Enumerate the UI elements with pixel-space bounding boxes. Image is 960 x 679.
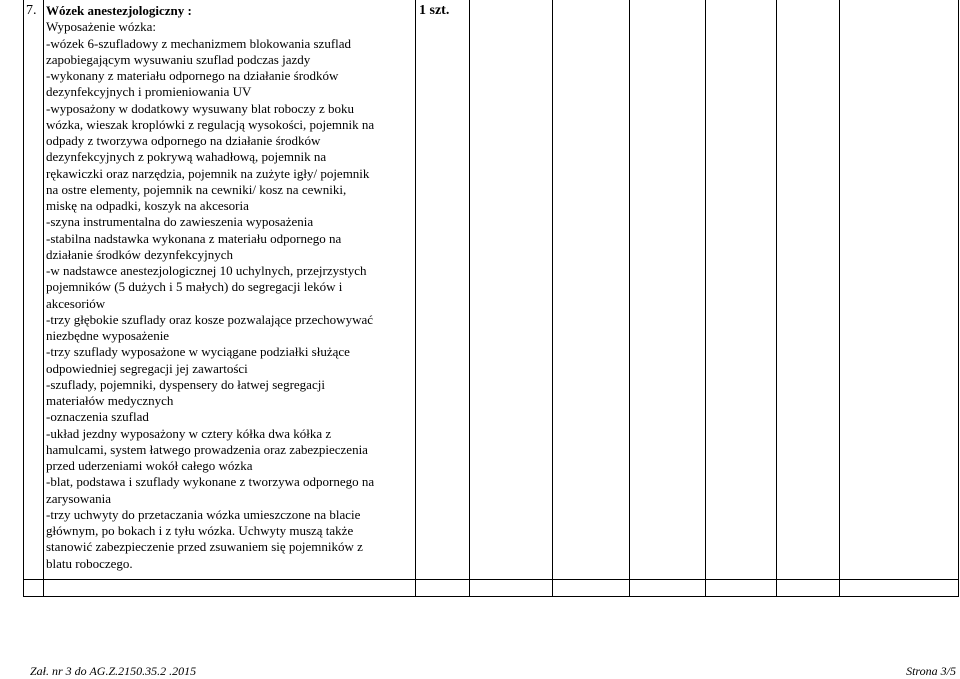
description-line: -trzy szuflady wyposażone w wyciągane podziałki służące xyxy=(46,344,350,360)
description-line: stanowić zabezpieczenie przed zsuwaniem się pojemników z xyxy=(46,539,363,555)
item-title: Wózek anestezjologiczny : xyxy=(46,3,192,18)
table-border-col8 xyxy=(839,0,840,597)
description-line: głównym, po bokach i z tyłu wózka. Uchwyty muszą także xyxy=(46,523,354,538)
description-line: -oznaczenia szuflad xyxy=(46,409,149,425)
description-line: działanie środków dezynfekcyjnych xyxy=(46,246,233,262)
description-line: hamulcami, system łatwego prowadzenia oraz zabezpieczenia xyxy=(46,441,368,457)
description-line: odpowiedniej segregacji jej zawartości xyxy=(46,360,248,376)
description-line: -szuflady, pojemniki, dyspensery do łatwej segregacji xyxy=(46,376,325,392)
table-border-col5 xyxy=(629,0,630,597)
description-line: niezbędne wyposażenie xyxy=(46,328,170,343)
table-border-desc xyxy=(415,0,416,597)
item-description xyxy=(46,3,414,572)
description-line: -wózek 6-szufladowy z mechanizmem blokowania szuflad xyxy=(46,35,352,51)
description-line: Wyposażenie wózka: xyxy=(46,19,157,35)
description-line: -trzy głębokie szuflady oraz kosze pozwalające przechowywać xyxy=(46,311,373,327)
table-border-col7 xyxy=(776,0,777,597)
description-line: -blat, podstawa i szuflady wykonane z tworzywa odpornego na xyxy=(46,474,375,490)
table-border-lp xyxy=(43,0,44,597)
description-line: pojemników (5 dużych i 5 małych) do segregacji leków i xyxy=(46,279,343,295)
table-border-qty xyxy=(469,0,470,597)
description-line: -układ jezdny wyposażony w cztery kółka dwa kółka z xyxy=(46,425,332,441)
description-line: -wykonany z materiału odpornego na działanie środków xyxy=(46,68,339,83)
description-line: -trzy uchwyty do przetaczania wózka umieszczone na blacie xyxy=(46,506,361,522)
description-line: wózka, wieszak kroplówki z regulacją wysokości, pojemnik na xyxy=(46,116,375,132)
description-line: miskę na odpadki, koszyk na akcesoria xyxy=(46,198,249,213)
table-border-col6 xyxy=(705,0,706,597)
table-border-right xyxy=(958,0,959,597)
description-line: materiałów medycznych xyxy=(46,393,174,408)
description-line: zapobiegającym wysuwaniu szuflad podczas jazdy xyxy=(46,51,311,67)
description-line: zarysowania xyxy=(46,490,111,506)
description-line: rękawiczki oraz narzędzia, pojemnik na zużyte igły/ pojemnik xyxy=(46,165,370,181)
row-number: 7. xyxy=(26,3,37,18)
description-line: -szyna instrumentalna do zawieszenia wyposażenia xyxy=(46,214,314,230)
footer-page-number: Strona 3/5 xyxy=(906,664,956,678)
description-line: -w nadstawce anestezjologicznej 10 uchylnych, przejrzystych xyxy=(46,263,367,278)
table-border-col4 xyxy=(552,0,553,597)
description-line: -stabilna nadstawka wykonana z materiału odpornego na xyxy=(46,230,342,246)
description-line: -wyposażony w dodatkowy wysuwany blat roboczy z boku xyxy=(46,100,354,116)
table-bottom-border xyxy=(23,596,959,597)
table-row-separator xyxy=(23,579,959,580)
description-line: odpady z tworzywa odpornego na działanie środków xyxy=(46,133,321,148)
description-line: dezynfekcyjnych z pokrywą wahadłową, pojemnik na xyxy=(46,149,327,165)
description-line: na ostre elementy, pojemnik na cewniki/ kosz na cewniki, xyxy=(46,181,347,197)
description-line: dezynfekcyjnych i promieniowania UV xyxy=(46,84,252,100)
description-line: blatu roboczego. xyxy=(46,555,133,571)
description-line: akcesoriów xyxy=(46,295,106,311)
description-lines xyxy=(46,19,414,572)
footer-reference: Zał. nr 3 do AG.Z.2150.35.2 .2015 xyxy=(30,664,197,678)
item-quantity: 1 szt. xyxy=(419,3,450,18)
table-border-left xyxy=(23,0,24,597)
description-line: przed uderzeniami wokół całego wózka xyxy=(46,458,253,473)
